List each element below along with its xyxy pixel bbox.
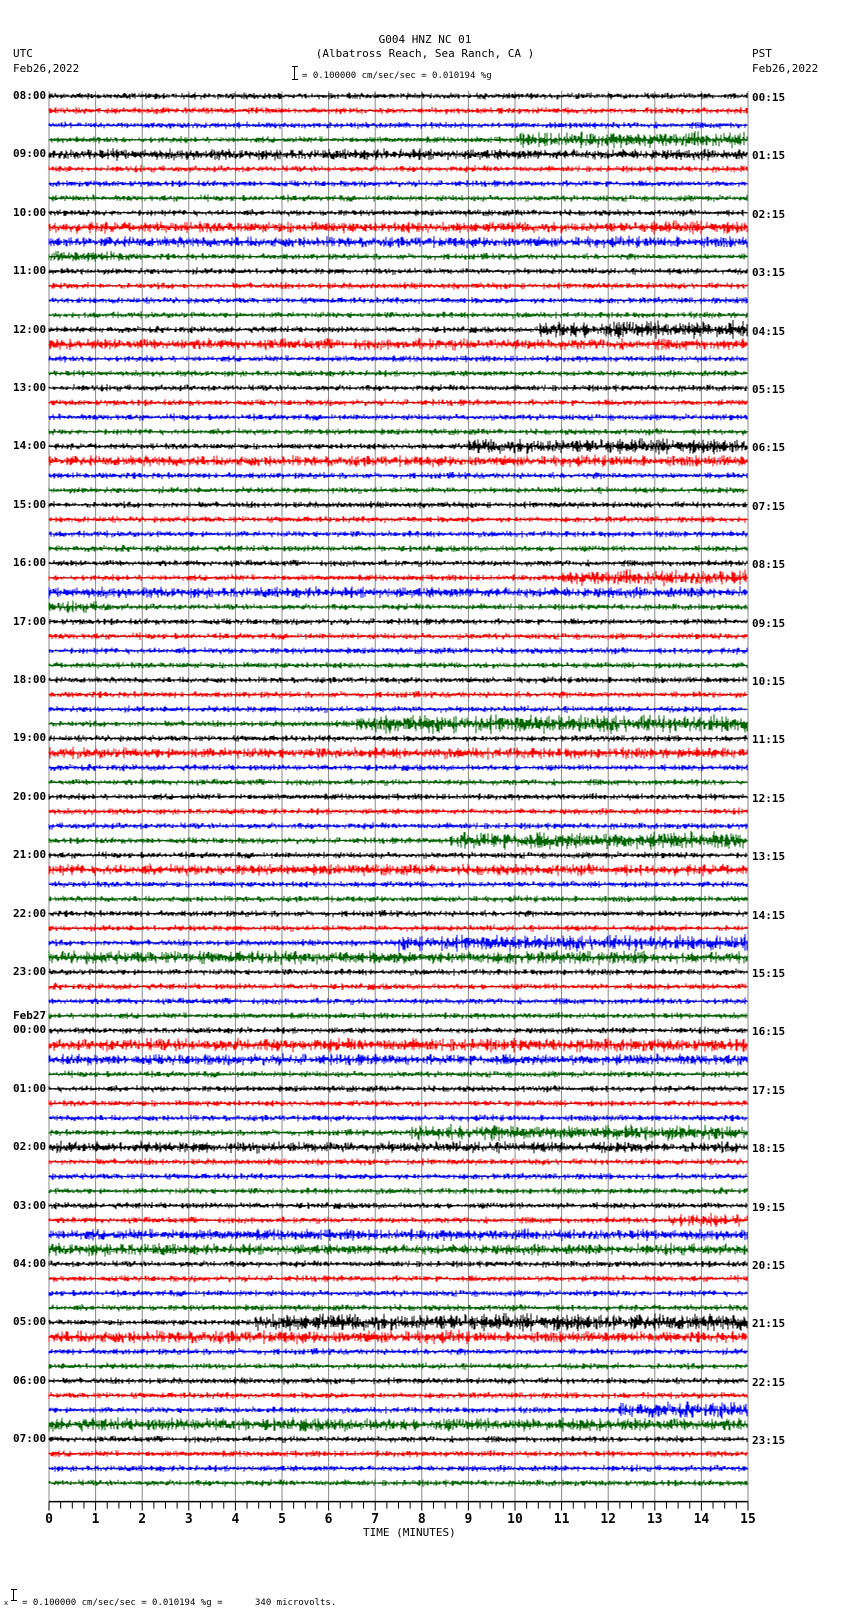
trace-row [49,131,748,148]
pst-hour-label: 16:15 [752,1025,786,1039]
pst-hour-label: 19:15 [752,1200,786,1214]
x-tick-label: 3 [184,1511,193,1527]
trace-row [49,165,748,173]
x-tick-label: 6 [324,1511,333,1527]
trace-row [49,1479,748,1487]
trace-row [49,950,748,965]
x-tick-label: 11 [553,1511,570,1527]
utc-hour-label: 06:00 [13,1373,47,1387]
trace-row [49,998,748,1006]
utc-hour-label: 12:00 [13,322,47,336]
pst-hour-label: 10:15 [752,675,786,688]
trace-row [49,355,748,363]
pst-hour-label: 04:15 [752,324,786,338]
utc-hour-label: 21:00 [13,848,47,862]
trace-row [49,1348,748,1356]
trace-row [49,735,748,743]
trace-row [49,1330,748,1345]
pst-hour-label: 02:15 [752,207,786,221]
utc-hour-label: 11:00 [13,264,47,278]
trace-row [49,180,748,187]
trace-row [49,924,748,932]
trace-row [49,808,748,816]
trace-row [49,910,748,917]
trace-row [49,194,748,202]
footer-scale-legend: = 0.100000 cm/sec/sec = 0.010194 %g = 340 microvolts. [22,1598,337,1608]
right-date: Feb26,2022 [752,62,819,75]
trace-row [49,863,748,876]
trace-row [49,1417,748,1432]
utc-hour-label: 04:00 [13,1257,47,1270]
trace-row [49,1304,748,1312]
trace-row [49,282,748,290]
trace-row [49,438,748,454]
x-tick-label: 5 [278,1511,286,1527]
trace-row [49,1465,748,1473]
trace-row [49,1401,748,1419]
x-axis-label: TIME (MINUTES) [363,1525,456,1539]
trace-row [49,851,748,859]
pst-hour-label: 20:15 [752,1259,786,1272]
trace-row [49,764,748,772]
pst-hour-label: 23:15 [752,1434,786,1448]
utc-hour-label: 15:00 [13,497,47,511]
trace-row [49,1100,748,1107]
footer-scale-prefix: x [4,1599,9,1607]
trace-row [49,601,748,614]
trace-row [49,1213,748,1227]
utc-hour-label: 07:00 [13,1432,47,1446]
trace-row [49,1392,748,1400]
trace-row [49,472,748,479]
trace-row [49,220,748,234]
trace-row [49,501,748,509]
trace-row [49,1377,748,1385]
trace-row [49,92,748,99]
x-tick-label: 15 [740,1511,756,1527]
pst-hour-label: 07:15 [752,499,786,513]
trace-row [49,586,748,599]
trace-row [49,1070,748,1078]
trace-row [49,881,748,888]
pst-hour-label: 17:15 [752,1083,786,1097]
trace-row [49,384,748,392]
trace-row [49,822,748,830]
x-tick-label: 4 [231,1511,240,1527]
x-tick-label: 2 [138,1511,147,1527]
trace-row [49,1012,748,1020]
x-tick-label: 8 [417,1511,426,1527]
left-timezone: UTC [13,47,33,60]
utc-date-label: Feb27 [13,1009,47,1023]
x-tick-label: 10 [507,1511,523,1527]
trace-row [49,1158,748,1166]
trace-row [49,1038,748,1053]
trace-row [49,148,748,160]
trace-row [49,1085,748,1093]
pst-hour-label: 05:15 [752,383,786,396]
x-tick-label: 13 [646,1511,663,1527]
trace-row [49,399,748,406]
trace-row [49,428,748,436]
chart-title: G004 HNZ NC 01 [378,33,472,46]
trace-row [49,691,748,698]
trace-row [49,569,748,586]
trace-row [49,530,748,537]
pst-hour-label: 13:15 [752,850,786,864]
utc-hour-label: 13:00 [13,381,47,394]
trace-row [49,779,748,787]
x-tick-label: 9 [464,1511,473,1527]
utc-hour-label: 22:00 [13,906,47,920]
trace-row [49,1202,748,1210]
utc-hour-label: 05:00 [13,1315,47,1329]
trace-row [49,1114,748,1121]
utc-hour-label: 09:00 [13,147,47,161]
utc-hour-label: 08:00 [13,89,47,102]
trace-row [49,236,748,249]
utc-hour-label: 20:00 [13,789,47,803]
trace-row [49,1275,748,1283]
x-tick-label: 7 [371,1511,380,1527]
trace-row [49,413,748,421]
trace-row [49,516,748,524]
trace-row [49,1187,748,1195]
trace-row [49,793,748,801]
trace-row [49,1141,748,1154]
utc-hour-label: 16:00 [13,556,47,570]
utc-hour-label: 23:00 [13,965,47,978]
utc-hour-label: 02:00 [13,1140,47,1154]
station-location: (Albatross Reach, Sea Ranch, CA ) [315,47,535,60]
pst-hour-label: 18:15 [752,1142,786,1156]
pst-hour-label: 22:15 [752,1375,786,1389]
trace-row [49,545,748,553]
trace-row [49,1313,748,1332]
x-tick-label: 12 [600,1511,617,1527]
trace-row [49,895,748,902]
footer-scale-bar-icon [13,1589,20,1601]
trace-row [49,107,748,115]
pst-hour-label: 00:15 [752,91,786,104]
right-timezone: PST [752,47,772,60]
trace-row [49,662,748,669]
pst-hour-label: 14:15 [752,908,786,922]
trace-row [49,455,748,468]
left-date: Feb26,2022 [13,62,80,75]
utc-hour-label: 10:00 [13,205,47,219]
trace-row [49,267,748,275]
trace-row [49,370,748,377]
trace-row [49,831,748,850]
utc-hour-label: 00:00 [13,1023,47,1037]
trace-row [49,1243,748,1257]
trace-row [49,320,748,339]
trace-row [49,311,748,318]
utc-hour-label: 17:00 [13,614,47,628]
trace-row [49,705,748,713]
trace-row [49,1053,748,1065]
pst-hour-label: 11:15 [752,733,786,747]
trace-row [49,1436,748,1444]
trace-row [49,1228,748,1241]
trace-row [49,632,748,640]
pst-hour-label: 08:15 [752,558,786,572]
trace-row [49,1450,748,1458]
utc-hour-label: 03:00 [13,1198,47,1212]
trace-row [49,122,748,130]
trace-row [49,1289,748,1297]
pst-hour-label: 09:15 [752,616,786,630]
pst-hour-label: 12:15 [752,791,786,805]
utc-hour-label: 18:00 [13,673,47,686]
pst-hour-label: 15:15 [752,967,786,980]
trace-row [49,747,748,760]
x-tick-label: 14 [693,1511,710,1527]
x-tick-label: 0 [45,1511,53,1527]
trace-row [49,486,748,494]
x-tick-label: 1 [91,1511,100,1527]
pst-hour-label: 01:15 [752,149,786,163]
trace-row [49,1124,748,1141]
trace-row [49,983,748,991]
trace-row [49,934,748,952]
trace-row [49,297,748,305]
utc-hour-label: 01:00 [13,1081,47,1095]
trace-row [49,338,748,351]
trace-row [49,560,748,568]
trace-row [49,676,748,683]
trace-row [49,1362,748,1370]
pst-hour-label: 21:15 [752,1317,786,1331]
trace-row [49,714,748,734]
scale-legend: = 0.100000 cm/sec/sec = 0.010194 %g [302,71,492,81]
trace-row [49,1173,748,1181]
pst-hour-label: 03:15 [752,266,786,280]
pst-hour-label: 06:15 [752,441,786,455]
utc-hour-label: 19:00 [13,731,47,745]
trace-row [49,647,748,655]
trace-row [49,618,748,625]
utc-hour-label: 14:00 [13,439,47,453]
trace-row [49,1027,748,1035]
trace-row [49,968,748,975]
